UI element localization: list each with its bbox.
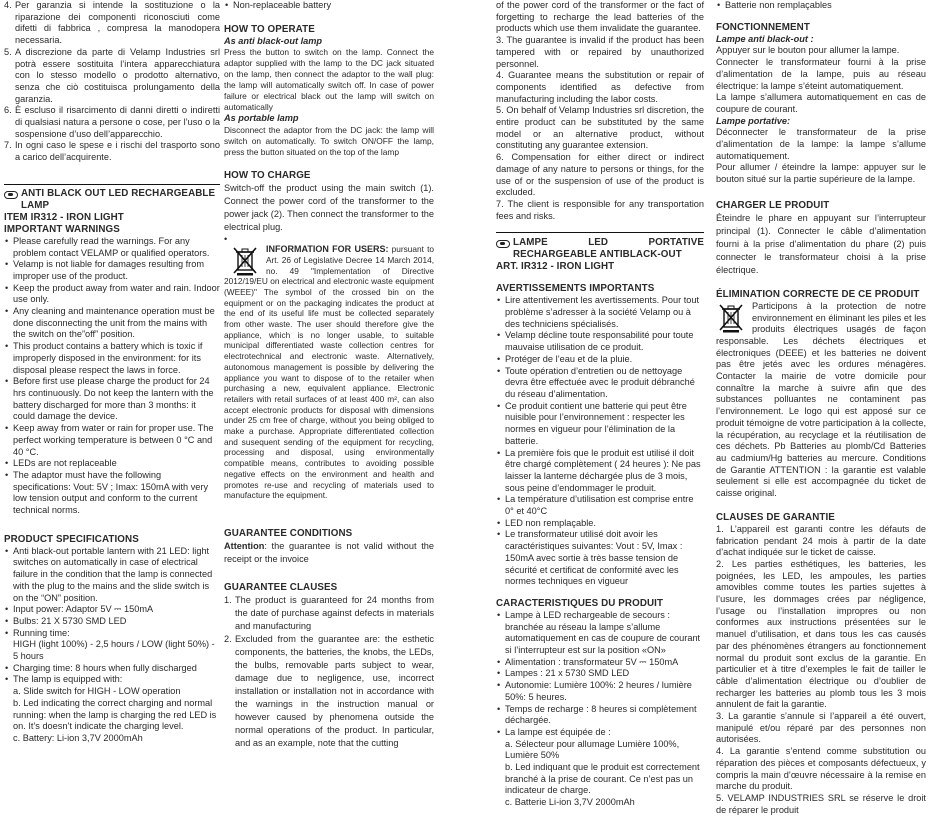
guarantee-clauses-list: [224, 594, 434, 750]
equipment-list: [4, 686, 220, 745]
list-item: 3. La garantie s’annule si l’appareil a été ouvert, manipulé et/ou réparé par des personnes non autorisées.: [716, 711, 926, 745]
item-code: ITEM IR312 - IRON LIGHT: [4, 211, 124, 223]
italian-guarantee-list: [4, 0, 220, 164]
subheading-blackout: As anti black-out lamp: [224, 35, 323, 46]
list-item: • Charging time: 8 hours when fully discharged: [4, 663, 220, 675]
warnings-heading: IMPORTANT WARNINGS: [4, 223, 120, 235]
list-item: c. Battery: Li-ion 3,7V 2000mAh: [13, 732, 143, 743]
blackout-text: Press the button to switch on the lamp. Connect the adaptor supplied with the lamp to the DC jack situated on the lamp, then connect the adaptor to the wall plug: the lamp will automatically switch off. In case of power failure or electrical black out the lamp will switch on automatically: [224, 47, 434, 113]
list-item: • This product contains a battery which is toxic if improperly disposed in the environment: for its disposal please respect the laws in force.: [4, 341, 220, 376]
list-item: 6. È escluso il risarcimento di danni diretti o indiretti di qualsiasi natura a persone o cose, per l’uso o la sospensione d’uso dell’apparecchio.: [4, 105, 220, 139]
list-item: 4. Guarantee means the substitution or repair of components identified as defective from manufacturing including the labor costs.: [496, 70, 704, 104]
paragraph: La lampe s’allumera automatiquement en cas de coupure de courant.: [716, 92, 926, 114]
list-item: • Le transformateur utilisé doit avoir les caractéristiques suivantes: Vout : 5V, Imax : 150mA avec sortie à très basse tension de sécurité et certificat de conformité avec les normes techniques en vigueur: [496, 529, 704, 588]
list-item: • The adaptor must have the following specifications: Vout: 5V ; Imax: 150mA with very low tension output and conform to the current technical norms.: [4, 470, 220, 517]
specs-heading: PRODUCT SPECIFICATIONS: [4, 533, 139, 545]
list-item: 4. La garantie s’entend comme substitution ou réparation des pièces et composants défectueux, y compris la main d’œuvre nécessaire à la remise en marche du produit.: [716, 746, 926, 792]
list-item: • Bulbs: 21 X 5730 SMD LED: [4, 616, 220, 628]
list-item: c. Batterie Li-ion 3,7V 2000mAh: [505, 797, 635, 808]
column-2: [224, 0, 434, 750]
list-item: • Any cleaning and maintenance operation must be done disconnecting the unit from the mains with the switch on the”off” position.: [4, 306, 220, 341]
column-1: [4, 0, 220, 745]
list-item: • Running time:: [4, 628, 220, 640]
guarantee-clauses-list: [716, 524, 926, 816]
info-lead: INFORMATION FOR USERS:: [266, 244, 389, 255]
list-item: 2. Excluded from the guarantee are: the esthetic components, the batteries, the knobs, the LEDs, the bulbs, removable parts subject to wear, damage due to negligence, use, incorrect installation or installation not in accordance with the warnings in the instruction manual or however caused by phenomena outside the normal operations of the product. In particular, and as an example, note that the cutting: [224, 633, 434, 748]
list-item: • Before first use please charge the product for 24 hrs continuously. Do not keep the lantern with the battery discharged for more than 3 months: it could damage the device.: [4, 376, 220, 423]
weee-notice: INFORMATION FOR USERS: pursuant to Art. 26 of Legislative Decree 14 March 2014, no. 49 "Implementation of Directive 2012/19/EU on electrical and electronic waste equipment (WEEE)" The symbol of the crossed bin on the equipment or on the packaging indicates the product at the end of its useful life must be collected separately from other waste. The user should therefore give the appliance, which is no longer usable, to suitable municipal differentiated waste collection centres for electrotechnical and electronic waste. Alternatively, autonomous management is possible by delivering the appliance you want to dispose of to the retailer when purchasing a new, equivalent appliance. Electronic retailers with retail surfaces of at least 400 m², can also accept electronic products for disposal with dimensions under 25 cm free of charge, without you being obliged to make a purchase. Appropriate differentiated collection and susequent sending of the equipment for recycling, processing and disposal, using environmentally compatible means, contributes to avoiding possible negative effects on the environment and health and promotes re-use and recycling of materials used to manufacture the equipment.: [224, 244, 434, 501]
list-item: • La première fois que le produit est utilisé il doit être chargé complètement ( 24 heures ): Ne pas laisser la lanterne déchargée plus de 3 mois, sous peine d’endommager le produit.: [496, 448, 704, 495]
list-item: • The lamp is equipped with:: [4, 674, 220, 686]
list-item: 1. The product is guaranteed for 24 months from the date of purchase against defects in materials and manufacturing: [224, 594, 434, 631]
warnings-list: [4, 236, 220, 517]
list-item: • LED non remplaçable.: [496, 518, 704, 530]
clauses-heading: CLAUSES DE GARANTIE: [716, 511, 835, 523]
list-item: 5. VELAMP INDUSTRIES SRL se réserve le droit de réparer le produit: [716, 792, 926, 815]
list-item: • Toute opération d’entretien ou de nettoyage devra être effectuée avec le produit débranché du réseau d’alimentation.: [496, 366, 704, 401]
paragraph: Déconnecter le transformateur de la prise d’alimentation de la lampe: la lampe s’allume automatiquement.: [716, 127, 926, 161]
paragraph: Appuyer sur le bouton pour allumer la lampe.: [716, 45, 900, 56]
list-item: • Temps de recharge : 8 heures si complètement déchargée.: [496, 704, 704, 727]
section-title: ANTI BLACK OUT LED RECHARGEABLE LAMP: [4, 188, 220, 212]
lamp-icon: [4, 191, 18, 199]
list-item: • Input power: Adaptor 5V ⎓ 150mA: [4, 604, 220, 616]
equipment-list: [496, 739, 704, 809]
list-item: a. Sélecteur pour allumage Lumière 100%, Lumière 50%: [505, 738, 680, 761]
charge-text: Éteindre le phare en appuyant sur l’interrupteur principal (1). Connecter le câble d’alimentation fourni à la prise d’alimentation du phare (2) puis connecter le transformateur choisi à la prise électrique.: [716, 212, 926, 275]
list-item: 5. A discrezione da parte di Velamp Industries srl potrà essere sostituita l’intera apparecchiatura con lo stesso modello o prodotto alternativo, senza che ciò costituisca prolungamento della garanzia.: [4, 46, 220, 104]
list-item: • Velamp décline toute responsabilité pour toute mauvaise utilisation de ce produit.: [496, 330, 704, 353]
list-item: • Keep away from water or rain for proper use. The perfect working temperature is between 0 °C and 40 °C.: [4, 423, 220, 458]
list-item: • Batterie non remplaçables: [716, 0, 926, 12]
item-code: ART. IR312 - IRON LIGHT: [496, 261, 615, 273]
list-item: • Keep the product away from water and rain. Indoor use only.: [4, 283, 220, 306]
charge-heading: CHARGER LE PRODUIT: [716, 199, 830, 211]
lamp-icon: [496, 240, 510, 248]
how-to-operate-heading: HOW TO OPERATE: [224, 23, 315, 35]
list-item: a. Slide switch for HIGH - LOW operation: [13, 686, 181, 697]
guarantee-clauses-heading: GUARANTEE CLAUSES: [224, 581, 338, 593]
list-item: 3. The guarantee is invalid if the product has been tampered with or repaired by unauthorized personnel.: [496, 35, 704, 69]
top-bullet-list: [716, 0, 926, 12]
list-item: 6. Compensation for either direct or indirect damage of any nature to persons or things, for the use of or the suspension of use of the product is excluded.: [496, 152, 704, 198]
portable-text: Disconnect the adaptor from the DC jack: the lamp will switch on automatically. To switch ON/OFF the lamp, press the button situated on the top of the lamp: [224, 125, 434, 158]
list-item: • Non-replaceable battery: [224, 0, 434, 12]
attention-text: Attention: the guarantee is not valid without the receipt or the invoice: [224, 540, 434, 564]
list-item: 2. Les parties esthétiques, les batteries, les poignées, les LED, les ampoules, les parties amovibles comme toutes les parties sujettes à l’usure, les dommages crées par négligence, l’usage ou l’installation impropres ou non conformes aux instructions présentées sur le manuel d’utilisation, et dans tous les cas causés par des phénomènes étrangers au fonctionnement normal du produit sont exclus de la garantie. En particulier et à titre d’exemples le fait de tailler le câble d’alimentation électrique ou d’oublier de recharger les batteries au plomb tous les 3 mois annulent de fait la garantie.: [716, 558, 926, 710]
list-item: • Lampe à LED rechargeable de secours : branchée au réseau la lampe s’allume automatiquement en cas de coupure de courant si l’interrupteur est sur la position «ON»: [496, 610, 704, 657]
list-item: • Velamp is not liable for damages resulting from improper use of the product.: [4, 259, 220, 282]
guarantee-conditions-heading: GUARANTEE CONDITIONS: [224, 527, 353, 539]
top-bullet-list: [224, 0, 434, 12]
bullet-dot: •: [224, 234, 228, 245]
warnings-heading: AVERTISSEMENTS IMPORTANTS: [496, 283, 655, 295]
elimination-text: Participons à la protection de notre environnement en éliminant les piles et les produits électriques usagés de façon responsable. Les déchets électriques et électroniques (DEEE) et les batteries ne doivent pas être jetés avec les ordures ménagères. Contacter la mairie de votre domicile pour connaître la marche à suivre afin que des substances polluantes ne contaminent pas l’environnement. Le logo qui est apposé sur ce produit témoigne de votre participation à la collecte, la récupération, au recyclage et la réutilisation de ces déchets. Pb Batteries au plomb/Cd Batteries au cadmium/Hg batteries au mercure. Conditions de Garantie ATTENTION : la garantie est valable seulement si elle est accompagnée du ticket de caisse original.: [716, 300, 926, 499]
list-item: • Anti black-out portable lantern with 21 LED: light switches on automatically in case of electrical failure in the condition that the lamp is connected with the plug to the mains and the slide switch is on the “ON” position.: [4, 546, 220, 605]
paragraph: Connecter le transformateur fourni à la prise d’alimentation de la lampe, puis au réseau électrique: la lampe s’éteint automatiquement.: [716, 57, 926, 91]
list-item: • Lire attentivement les avertissements. Pour tout problème s’adresser à la société Velamp ou à des techniciens spécialisés.: [496, 295, 704, 330]
characteristics-heading: CARACTERISTIQUES DU PRODUIT: [496, 597, 664, 609]
list-item: 5. On behalf of Velamp Industries srl discretion, the entire product can be substituted by the same model or an alternative product, without constituting any guarantee extension.: [496, 105, 704, 151]
list-item: • LEDs are not replaceable: [4, 458, 220, 470]
subheading-portable: Lampe portative:: [716, 115, 791, 126]
list-item: 7. The client is responsible for any transportation fees and risks.: [496, 198, 705, 221]
charge-text: Switch-off the product using the main switch (1). Connect the power cord of the transformer to the power jack (2). Then connect the transformer to the electrical plug.: [224, 183, 434, 233]
clauses-continued: of the power cord of the transformer or the fact of forgetting to recharge the lead batteries of the products which use them invalidate the guarantee.: [496, 0, 704, 34]
column-3: [496, 0, 704, 809]
section-title: LAMPE LED PORTATIVE RECHARGEABLE ANTIBLACK-OUT: [496, 237, 704, 261]
list-item: b. Led indicating the correct charging and normal running: when the lamp is charging the red LED is on. It’s doesn’t indicate the charging level.: [13, 697, 217, 732]
list-item: • Ce produit contient une batterie qui peut être nuisible pour l’environnement : respecter les normes en vigueur pour l’élimination de la batterie.: [496, 401, 704, 448]
crossed-bin-icon: [718, 303, 744, 333]
list-item: • La lampe est équipée de :: [496, 727, 704, 739]
subheading-portable: As portable lamp: [224, 113, 299, 124]
crossed-bin-icon: [232, 246, 258, 276]
elimination-heading: ÉLIMINATION CORRECTE DE CE PRODUIT: [716, 288, 920, 300]
paragraph: Pour allumer / éteindre la lampe: appuyer sur le bouton situé sur la partie supérieure de la lampe.: [716, 162, 926, 185]
fonctionnement-heading: FONCTIONNEMENT: [716, 21, 810, 33]
list-item: • La température d’utilisation est comprise entre 0° et 40°C: [496, 494, 704, 517]
how-to-charge-heading: HOW TO CHARGE: [224, 170, 311, 182]
specs-list-2: [4, 663, 220, 686]
list-item: • Protéger de l’eau et de la pluie.: [496, 354, 704, 366]
list-item: 1. L’appareil est garanti contre les défauts de fabrication pendant 24 mois à partir de la date d’achat indiquée sur le ticket de caisse.: [716, 523, 926, 558]
list-item: • Alimentation : transformateur 5V ⎓ 150mA: [496, 657, 704, 669]
subheading-blackout: Lampe anti black-out :: [716, 33, 814, 44]
list-item: • Please carefully read the warnings. For any problem contact VELAMP or qualified operators.: [4, 236, 220, 259]
characteristics-list: [496, 610, 704, 739]
column-4: [716, 0, 926, 816]
guarantee-clauses-list: [496, 35, 704, 222]
list-item: • Autonomie: Lumière 100%: 2 heures / lumière 50%: 5 heures.: [496, 680, 704, 703]
running-time-value: HIGH (light 100%) - 2,5 hours / LOW (light 50%) - 5 hours: [13, 639, 215, 662]
warnings-list: [496, 295, 704, 588]
list-item: b. Led indiquant que le produit est correctement branché à la prise de courant. Ce n’est pas un indicateur de charge.: [505, 762, 700, 796]
specs-list: [4, 546, 220, 640]
list-item: • Lampes : 21 x 5730 SMD LED: [496, 668, 704, 680]
list-item: 7. In ogni caso le spese e i rischi del trasporto sono a carico dell’acquirente.: [4, 140, 220, 163]
list-item: 4. Per garanzia si intende la sostituzione o la riparazione dei componenti riconosciuti come difetti di fabbrica , compresa la manodopera necessaria.: [4, 0, 220, 46]
